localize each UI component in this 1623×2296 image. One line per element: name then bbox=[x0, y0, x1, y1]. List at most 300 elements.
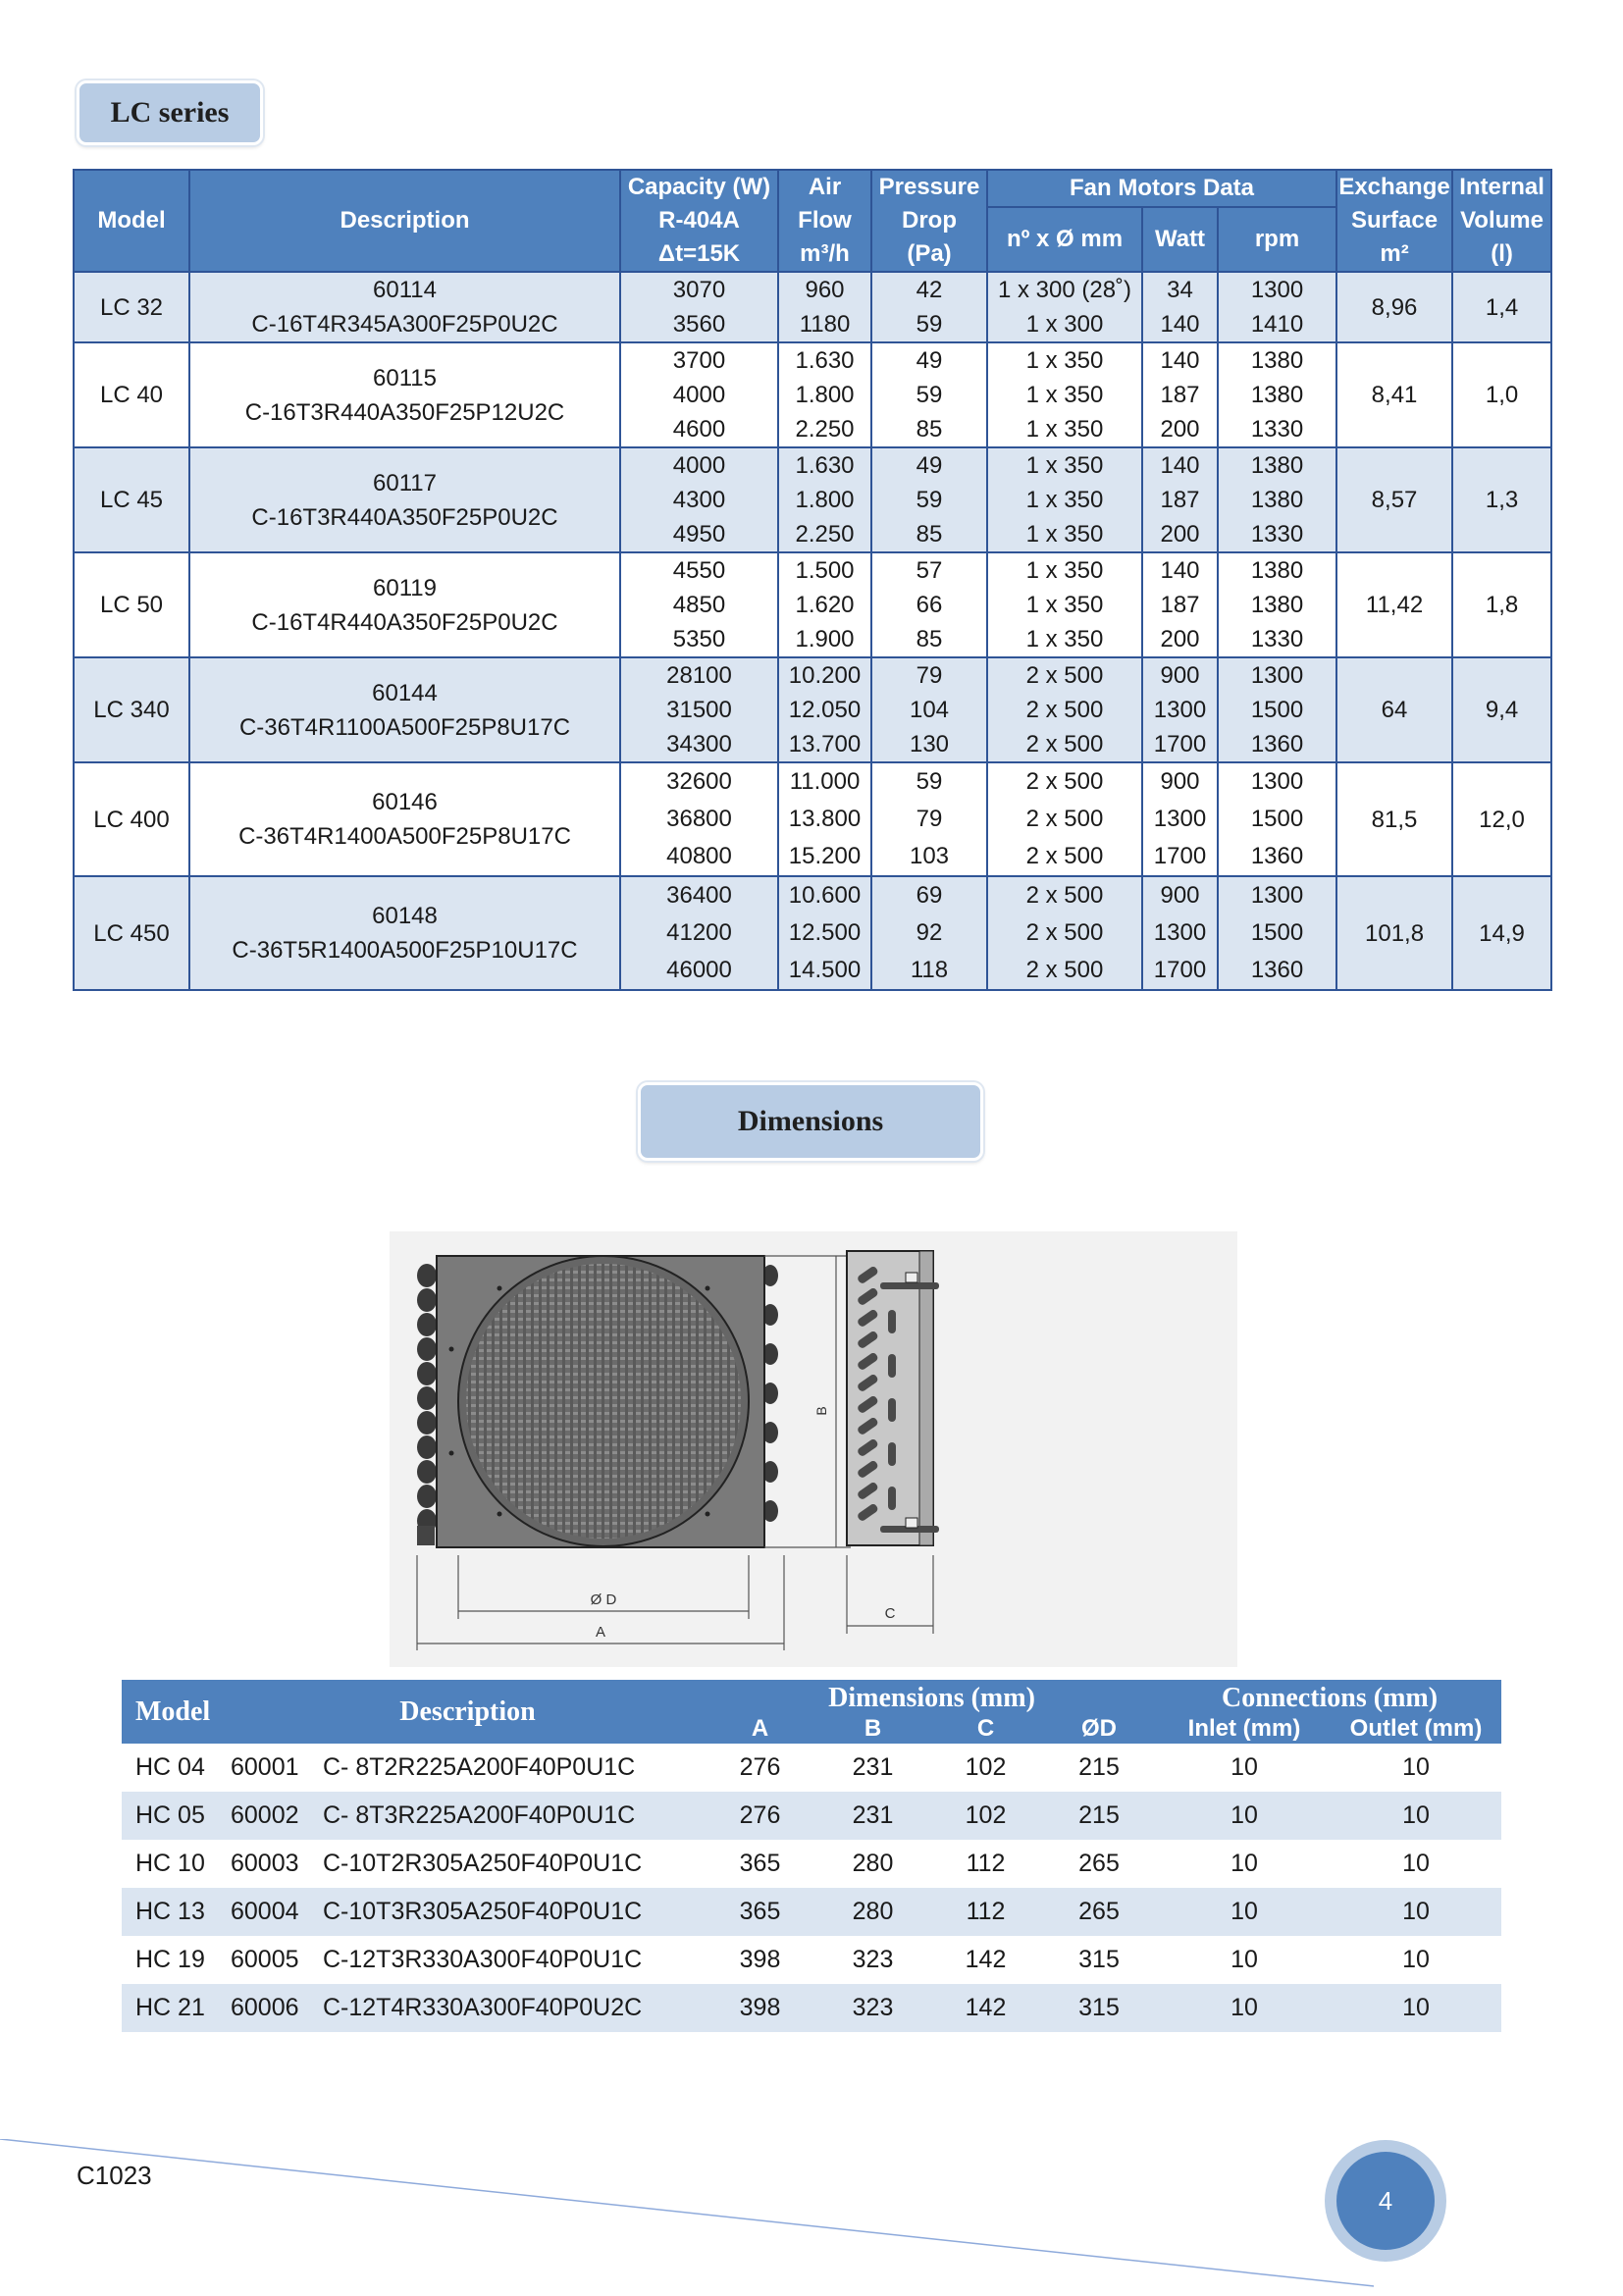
capacity-cell bbox=[620, 762, 778, 876]
fan-rpm-cell-value: 1330 bbox=[1250, 416, 1304, 443]
air-flow-cell bbox=[778, 342, 871, 447]
fan-size-cell-value: 2 x 500 bbox=[1025, 768, 1104, 795]
hc-inlet: 10 bbox=[1158, 1792, 1331, 1840]
fan-rpm-cell-value: 1500 bbox=[1250, 697, 1304, 723]
hc-code: 60004 bbox=[230, 1888, 322, 1936]
air-flow-cell-value: 12.500 bbox=[788, 919, 862, 946]
hc-dim-a: 276 bbox=[706, 1792, 814, 1840]
hc-dim-b: 323 bbox=[814, 1984, 931, 2032]
dim-label-d: Ø D bbox=[590, 1592, 617, 1608]
lc-row bbox=[74, 762, 1551, 876]
fan-rpm-cell-value: 1380 bbox=[1250, 557, 1304, 584]
fan-rpm-cell-value: 1360 bbox=[1250, 957, 1304, 983]
hc-description: C-10T3R305A250F40P0U1C bbox=[322, 1888, 706, 1936]
capacity-cell-value: 28100 bbox=[666, 662, 732, 689]
capacity-cell-value: 31500 bbox=[666, 697, 732, 723]
capacity-cell bbox=[620, 657, 778, 762]
pressure-drop-cell-value: 85 bbox=[916, 626, 943, 652]
fan-size-cell-value: 1 x 350 bbox=[1025, 592, 1104, 618]
hc-outlet: 10 bbox=[1331, 1792, 1501, 1840]
fan-watt-cell-value: 140 bbox=[1160, 557, 1200, 584]
page-number: 4 bbox=[1336, 2152, 1435, 2250]
fan-rpm-cell bbox=[1218, 876, 1336, 990]
product-designation: C-36T4R1100A500F25P8U17C bbox=[238, 713, 571, 741]
hc-dim-a: 398 bbox=[706, 1984, 814, 2032]
fan-watt-cell-value: 140 bbox=[1160, 452, 1200, 479]
fan-watt-cell-value: 200 bbox=[1160, 521, 1200, 548]
hc-dim-b: 280 bbox=[814, 1888, 931, 1936]
description-cell bbox=[189, 762, 620, 876]
pressure-drop-cell-value: 92 bbox=[916, 919, 943, 946]
fan-watt-cell bbox=[1142, 342, 1218, 447]
hc-row bbox=[122, 1744, 1501, 1792]
exchange-surface-cell: 8,96 bbox=[1336, 272, 1452, 342]
pressure-drop-cell-value: 59 bbox=[916, 382, 943, 408]
pressure-drop-cell bbox=[871, 447, 987, 552]
model-cell: LC 400 bbox=[74, 762, 189, 876]
fan-rpm-cell-value: 1380 bbox=[1250, 382, 1304, 408]
product-designation: C-36T4R1400A500F25P8U17C bbox=[238, 823, 571, 850]
dim-label-b: B bbox=[813, 1406, 829, 1416]
fan-size-cell-value: 1 x 300 (28˚) bbox=[997, 277, 1132, 303]
hc-inlet: 10 bbox=[1158, 1840, 1331, 1888]
model-cell: LC 40 bbox=[74, 342, 189, 447]
capacity-cell-value: 3700 bbox=[672, 347, 726, 374]
air-flow-cell-value: 1.620 bbox=[795, 592, 855, 618]
hc-header-inlet: Inlet (mm) bbox=[1158, 1714, 1331, 1744]
exchange-surface-cell: 101,8 bbox=[1336, 876, 1452, 990]
product-code: 60144 bbox=[372, 679, 438, 706]
fan-size-cell-value: 1 x 350 bbox=[1025, 347, 1104, 374]
internal-volume-cell: 1,4 bbox=[1452, 272, 1551, 342]
description-cell bbox=[189, 552, 620, 657]
hc-outlet: 10 bbox=[1331, 1984, 1501, 2032]
product-code: 60117 bbox=[373, 469, 437, 496]
fan-size-cell-value: 1 x 350 bbox=[1025, 487, 1104, 513]
air-flow-cell bbox=[778, 272, 871, 342]
pressure-drop-cell-value: 85 bbox=[916, 416, 943, 443]
fan-rpm-cell-value: 1500 bbox=[1250, 806, 1304, 832]
pressure-drop-cell-value: 57 bbox=[916, 557, 943, 584]
fan-rpm-cell-value: 1300 bbox=[1250, 882, 1304, 909]
fan-size-cell bbox=[987, 447, 1142, 552]
description-cell bbox=[189, 272, 620, 342]
product-designation: C-16T4R440A350F25P0U2C bbox=[251, 608, 558, 636]
header-internal-volume: Internal Volume (l) bbox=[1452, 170, 1551, 272]
header-capacity: Capacity (W) R-404A Δt=15K bbox=[620, 170, 778, 272]
capacity-cell bbox=[620, 876, 778, 990]
capacity-cell-value: 4300 bbox=[672, 487, 726, 513]
fan-rpm-cell-value: 1300 bbox=[1250, 768, 1304, 795]
hc-outlet: 10 bbox=[1331, 1840, 1501, 1888]
air-flow-cell-value: 10.200 bbox=[788, 662, 862, 689]
header-exchange-surface: Exchange Surface m² bbox=[1336, 170, 1452, 272]
pressure-drop-cell-value: 85 bbox=[916, 521, 943, 548]
fan-rpm-cell bbox=[1218, 342, 1336, 447]
hc-header-outlet: Outlet (mm) bbox=[1331, 1714, 1501, 1744]
pressure-drop-cell bbox=[871, 876, 987, 990]
capacity-cell bbox=[620, 552, 778, 657]
pressure-drop-cell-value: 42 bbox=[916, 277, 943, 303]
fan-watt-cell-value: 1700 bbox=[1153, 957, 1207, 983]
header-fan-rpm: rpm bbox=[1218, 207, 1336, 272]
capacity-cell-value: 4000 bbox=[672, 382, 726, 408]
capacity-cell-value: 36400 bbox=[666, 882, 732, 909]
header-description: Description bbox=[189, 170, 620, 272]
hc-dim-d: 265 bbox=[1040, 1840, 1158, 1888]
lc-row bbox=[74, 272, 1551, 342]
description-cell bbox=[189, 447, 620, 552]
hc-inlet: 10 bbox=[1158, 1936, 1331, 1984]
hc-model: HC 21 bbox=[122, 1984, 230, 2032]
fan-size-cell-value: 1 x 350 bbox=[1025, 557, 1104, 584]
header-pressure-drop: Pressure Drop (Pa) bbox=[871, 170, 987, 272]
fan-rpm-cell bbox=[1218, 552, 1336, 657]
hc-dim-c: 112 bbox=[931, 1888, 1040, 1936]
hc-outlet: 10 bbox=[1331, 1744, 1501, 1792]
fan-watt-cell bbox=[1142, 272, 1218, 342]
model-cell: LC 45 bbox=[74, 447, 189, 552]
fan-rpm-cell-value: 1380 bbox=[1250, 592, 1304, 618]
hc-dim-b: 231 bbox=[814, 1744, 931, 1792]
capacity-cell-value: 34300 bbox=[666, 731, 732, 757]
air-flow-cell-value: 14.500 bbox=[788, 957, 862, 983]
hc-dim-c: 142 bbox=[931, 1936, 1040, 1984]
hc-row bbox=[122, 1840, 1501, 1888]
pressure-drop-cell-value: 66 bbox=[916, 592, 943, 618]
pressure-drop-cell bbox=[871, 272, 987, 342]
fan-rpm-cell-value: 1410 bbox=[1250, 311, 1304, 338]
capacity-cell-value: 4950 bbox=[672, 521, 726, 548]
fan-watt-cell bbox=[1142, 657, 1218, 762]
fan-watt-cell-value: 140 bbox=[1160, 347, 1200, 374]
exchange-surface-cell: 81,5 bbox=[1336, 762, 1452, 876]
hc-header-dimensions: Dimensions (mm) bbox=[706, 1680, 1158, 1714]
fan-watt-cell bbox=[1142, 447, 1218, 552]
fan-rpm-cell-value: 1330 bbox=[1250, 626, 1304, 652]
hc-row bbox=[122, 1936, 1501, 1984]
capacity-cell-value: 4550 bbox=[672, 557, 726, 584]
fan-size-cell bbox=[987, 272, 1142, 342]
air-flow-cell bbox=[778, 447, 871, 552]
air-flow-cell bbox=[778, 552, 871, 657]
fan-size-cell-value: 2 x 500 bbox=[1025, 882, 1104, 909]
air-flow-cell-value: 13.700 bbox=[788, 731, 862, 757]
pressure-drop-cell-value: 79 bbox=[916, 662, 943, 689]
air-flow-cell-value: 13.800 bbox=[788, 806, 862, 832]
air-flow-cell bbox=[778, 762, 871, 876]
hc-dim-a: 365 bbox=[706, 1840, 814, 1888]
fan-watt-cell-value: 140 bbox=[1160, 311, 1200, 338]
air-flow-cell-value: 1180 bbox=[799, 311, 851, 338]
air-flow-cell-value: 2.250 bbox=[795, 521, 855, 548]
hc-inlet: 10 bbox=[1158, 1888, 1331, 1936]
pressure-drop-cell-value: 103 bbox=[909, 843, 950, 869]
pressure-drop-cell-value: 49 bbox=[916, 347, 943, 374]
hc-code: 60006 bbox=[230, 1984, 322, 2032]
hc-description: C- 8T3R225A200F40P0U1C bbox=[322, 1792, 706, 1840]
capacity-cell-value: 4850 bbox=[672, 592, 726, 618]
air-flow-cell-value: 11.000 bbox=[789, 768, 861, 795]
hc-outlet: 10 bbox=[1331, 1888, 1501, 1936]
fan-size-cell-value: 2 x 500 bbox=[1025, 843, 1104, 869]
dimensions-badge: Dimensions bbox=[638, 1082, 983, 1161]
hc-inlet: 10 bbox=[1158, 1984, 1331, 2032]
pressure-drop-cell-value: 69 bbox=[916, 882, 943, 909]
air-flow-cell-value: 1.800 bbox=[795, 382, 855, 408]
pressure-drop-cell-value: 130 bbox=[909, 731, 950, 757]
internal-volume-cell: 9,4 bbox=[1452, 657, 1551, 762]
product-designation: C-16T4R345A300F25P0U2C bbox=[251, 311, 558, 338]
fan-watt-cell-value: 200 bbox=[1160, 416, 1200, 443]
hc-dim-d: 315 bbox=[1040, 1984, 1158, 2032]
fan-watt-cell-value: 187 bbox=[1160, 592, 1200, 618]
hc-code: 60003 bbox=[230, 1840, 322, 1888]
air-flow-cell-value: 960 bbox=[805, 277, 845, 303]
fan-size-cell-value: 2 x 500 bbox=[1025, 731, 1104, 757]
air-flow-cell-value: 15.200 bbox=[788, 843, 862, 869]
hc-dim-d: 215 bbox=[1040, 1744, 1158, 1792]
lc-row bbox=[74, 876, 1551, 990]
capacity-cell-value: 3560 bbox=[672, 311, 726, 338]
hc-dim-a: 398 bbox=[706, 1936, 814, 1984]
hc-description: C-12T4R330A300F40P0U2C bbox=[322, 1984, 706, 2032]
model-cell: LC 50 bbox=[74, 552, 189, 657]
hc-code: 60005 bbox=[230, 1936, 322, 1984]
fan-rpm-cell-value: 1300 bbox=[1250, 277, 1304, 303]
pressure-drop-cell-value: 59 bbox=[916, 487, 943, 513]
fan-rpm-cell bbox=[1218, 762, 1336, 876]
fan-rpm-cell-value: 1360 bbox=[1250, 843, 1304, 869]
fan-rpm-cell bbox=[1218, 657, 1336, 762]
internal-volume-cell: 1,8 bbox=[1452, 552, 1551, 657]
description-cell bbox=[189, 657, 620, 762]
hc-header-description: Description bbox=[230, 1680, 706, 1744]
hc-dim-b: 231 bbox=[814, 1792, 931, 1840]
description-cell bbox=[189, 876, 620, 990]
pressure-drop-cell-value: 49 bbox=[916, 452, 943, 479]
pressure-drop-cell-value: 59 bbox=[916, 311, 943, 338]
capacity-cell-value: 5350 bbox=[672, 626, 726, 652]
fan-rpm-cell-value: 1330 bbox=[1250, 521, 1304, 548]
hc-dim-a: 276 bbox=[706, 1744, 814, 1792]
model-cell: LC 32 bbox=[74, 272, 189, 342]
air-flow-cell-value: 1.630 bbox=[795, 452, 855, 479]
fan-size-cell bbox=[987, 876, 1142, 990]
model-cell: LC 450 bbox=[74, 876, 189, 990]
hc-dim-b: 280 bbox=[814, 1840, 931, 1888]
exchange-surface-cell: 8,41 bbox=[1336, 342, 1452, 447]
product-code: 60119 bbox=[373, 574, 437, 601]
hc-description: C- 8T2R225A200F40P0U1C bbox=[322, 1744, 706, 1792]
hc-description: C-12T3R330A300F40P0U1C bbox=[322, 1936, 706, 1984]
hc-description: C-10T2R305A250F40P0U1C bbox=[322, 1840, 706, 1888]
capacity-cell bbox=[620, 272, 778, 342]
air-flow-cell-value: 2.250 bbox=[795, 416, 855, 443]
air-flow-cell-value: 1.800 bbox=[795, 487, 855, 513]
fan-watt-cell-value: 900 bbox=[1160, 768, 1200, 795]
hc-dim-d: 265 bbox=[1040, 1888, 1158, 1936]
fan-watt-cell-value: 1300 bbox=[1153, 806, 1207, 832]
capacity-cell-value: 41200 bbox=[666, 919, 732, 946]
fan-size-cell-value: 1 x 350 bbox=[1025, 452, 1104, 479]
capacity-cell-value: 36800 bbox=[666, 806, 732, 832]
header-fan-size: nº x Ø mm bbox=[987, 207, 1142, 272]
hc-row bbox=[122, 1888, 1501, 1936]
fan-watt-cell-value: 1300 bbox=[1153, 697, 1207, 723]
product-code: 60115 bbox=[373, 364, 437, 391]
hc-header-d: ØD bbox=[1040, 1714, 1158, 1744]
hc-model: HC 13 bbox=[122, 1888, 230, 1936]
pressure-drop-cell-value: 79 bbox=[916, 806, 943, 832]
product-designation: C-16T3R440A350F25P12U2C bbox=[244, 398, 565, 426]
internal-volume-cell: 1,0 bbox=[1452, 342, 1551, 447]
internal-volume-cell: 1,3 bbox=[1452, 447, 1551, 552]
fan-watt-cell-value: 1300 bbox=[1153, 919, 1207, 946]
hc-model: HC 04 bbox=[122, 1744, 230, 1792]
hc-dim-c: 102 bbox=[931, 1744, 1040, 1792]
fan-watt-cell-value: 200 bbox=[1160, 626, 1200, 652]
hc-dimensions-table bbox=[122, 1680, 1501, 2032]
fan-watt-cell-value: 34 bbox=[1167, 277, 1193, 303]
hc-dim-d: 315 bbox=[1040, 1936, 1158, 1984]
hc-header-c: C bbox=[931, 1714, 1040, 1744]
capacity-cell bbox=[620, 447, 778, 552]
fan-rpm-cell-value: 1380 bbox=[1250, 487, 1304, 513]
product-code: 60114 bbox=[373, 277, 437, 303]
hc-row bbox=[122, 1792, 1501, 1840]
hc-dim-c: 142 bbox=[931, 1984, 1040, 2032]
fan-size-cell-value: 2 x 500 bbox=[1025, 957, 1104, 983]
air-flow-cell-value: 12.050 bbox=[788, 697, 862, 723]
air-flow-cell-value: 1.630 bbox=[795, 347, 855, 374]
dim-label-a: A bbox=[595, 1624, 606, 1641]
capacity-cell-value: 46000 bbox=[666, 957, 732, 983]
fan-watt-cell-value: 900 bbox=[1160, 882, 1200, 909]
lc-row bbox=[74, 447, 1551, 552]
hc-row bbox=[122, 1984, 1501, 2032]
hc-dim-a: 365 bbox=[706, 1888, 814, 1936]
fan-rpm-cell bbox=[1218, 447, 1336, 552]
capacity-cell-value: 4000 bbox=[672, 452, 726, 479]
hc-model: HC 05 bbox=[122, 1792, 230, 1840]
hc-code: 60002 bbox=[230, 1792, 322, 1840]
hc-code: 60001 bbox=[230, 1744, 322, 1792]
lc-row bbox=[74, 342, 1551, 447]
model-cell: LC 340 bbox=[74, 657, 189, 762]
internal-volume-cell: 14,9 bbox=[1452, 876, 1551, 990]
fan-rpm-cell bbox=[1218, 272, 1336, 342]
pressure-drop-cell bbox=[871, 342, 987, 447]
fan-size-cell bbox=[987, 657, 1142, 762]
fan-rpm-cell-value: 1500 bbox=[1250, 919, 1304, 946]
capacity-cell-value: 4600 bbox=[672, 416, 726, 443]
product-designation: C-16T3R440A350F25P0U2C bbox=[251, 503, 558, 531]
hc-model: HC 19 bbox=[122, 1936, 230, 1984]
pressure-drop-cell-value: 104 bbox=[909, 697, 950, 723]
hc-inlet: 10 bbox=[1158, 1744, 1331, 1792]
product-code: 60146 bbox=[372, 789, 438, 815]
hc-model: HC 10 bbox=[122, 1840, 230, 1888]
fan-size-cell-value: 2 x 500 bbox=[1025, 662, 1104, 689]
fan-rpm-cell-value: 1380 bbox=[1250, 452, 1304, 479]
lc-row bbox=[74, 552, 1551, 657]
fan-size-cell-value: 1 x 350 bbox=[1025, 416, 1104, 443]
air-flow-cell bbox=[778, 876, 871, 990]
document-code: C1023 bbox=[77, 2161, 152, 2190]
air-flow-cell-value: 10.600 bbox=[788, 882, 862, 909]
fan-rpm-cell-value: 1300 bbox=[1250, 662, 1304, 689]
hc-dim-c: 102 bbox=[931, 1792, 1040, 1840]
air-flow-cell-value: 1.500 bbox=[795, 557, 855, 584]
fan-size-cell-value: 2 x 500 bbox=[1025, 806, 1104, 832]
fan-watt-cell-value: 1700 bbox=[1153, 731, 1207, 757]
fan-rpm-cell-value: 1380 bbox=[1250, 347, 1304, 374]
internal-volume-cell: 12,0 bbox=[1452, 762, 1551, 876]
header-model: Model bbox=[74, 170, 189, 272]
fan-size-cell bbox=[987, 552, 1142, 657]
capacity-cell bbox=[620, 342, 778, 447]
capacity-cell-value: 3070 bbox=[672, 277, 726, 303]
fan-size-cell-value: 1 x 350 bbox=[1025, 626, 1104, 652]
fan-rpm-cell-value: 1360 bbox=[1250, 731, 1304, 757]
fan-watt-cell bbox=[1142, 552, 1218, 657]
capacity-cell-value: 32600 bbox=[666, 768, 732, 795]
hc-header-connections: Connections (mm) bbox=[1158, 1680, 1501, 1714]
header-fan-watt: Watt bbox=[1142, 207, 1218, 272]
air-flow-cell bbox=[778, 657, 871, 762]
fan-size-cell-value: 2 x 500 bbox=[1025, 919, 1104, 946]
fan-watt-cell-value: 187 bbox=[1160, 487, 1200, 513]
pressure-drop-cell bbox=[871, 762, 987, 876]
hc-dim-c: 112 bbox=[931, 1840, 1040, 1888]
fan-size-cell-value: 1 x 350 bbox=[1025, 521, 1104, 548]
fan-size-cell-value: 1 x 350 bbox=[1025, 382, 1104, 408]
exchange-surface-cell: 64 bbox=[1336, 657, 1452, 762]
fan-watt-cell bbox=[1142, 762, 1218, 876]
fan-watt-cell-value: 187 bbox=[1160, 382, 1200, 408]
lc-row bbox=[74, 657, 1551, 762]
exchange-surface-cell: 11,42 bbox=[1336, 552, 1452, 657]
hc-header-model: Model bbox=[122, 1680, 230, 1744]
product-code: 60148 bbox=[372, 903, 438, 929]
lc-series-table bbox=[73, 169, 1552, 991]
hc-outlet: 10 bbox=[1331, 1936, 1501, 1984]
condenser-dimension-drawing bbox=[390, 1231, 1237, 1667]
lc-series-badge: LC series bbox=[77, 80, 263, 145]
fan-size-cell bbox=[987, 762, 1142, 876]
fan-watt-cell-value: 900 bbox=[1160, 662, 1200, 689]
hc-dim-b: 323 bbox=[814, 1936, 931, 1984]
hc-header-a: A bbox=[706, 1714, 814, 1744]
fan-watt-cell bbox=[1142, 876, 1218, 990]
fan-watt-cell-value: 1700 bbox=[1153, 843, 1207, 869]
fan-size-cell bbox=[987, 342, 1142, 447]
capacity-cell-value: 40800 bbox=[666, 843, 732, 869]
pressure-drop-cell-value: 118 bbox=[910, 957, 949, 983]
exchange-surface-cell: 8,57 bbox=[1336, 447, 1452, 552]
hc-header-b: B bbox=[814, 1714, 931, 1744]
fan-size-cell-value: 1 x 300 bbox=[1025, 311, 1104, 338]
description-cell bbox=[189, 342, 620, 447]
air-flow-cell-value: 1.900 bbox=[795, 626, 855, 652]
product-designation: C-36T5R1400A500F25P10U17C bbox=[232, 937, 578, 964]
pressure-drop-cell bbox=[871, 657, 987, 762]
fan-size-cell-value: 2 x 500 bbox=[1025, 697, 1104, 723]
header-air-flow: Air Flow m³/h bbox=[778, 170, 871, 272]
pressure-drop-cell-value: 59 bbox=[916, 768, 943, 795]
dim-label-c: C bbox=[884, 1605, 896, 1622]
